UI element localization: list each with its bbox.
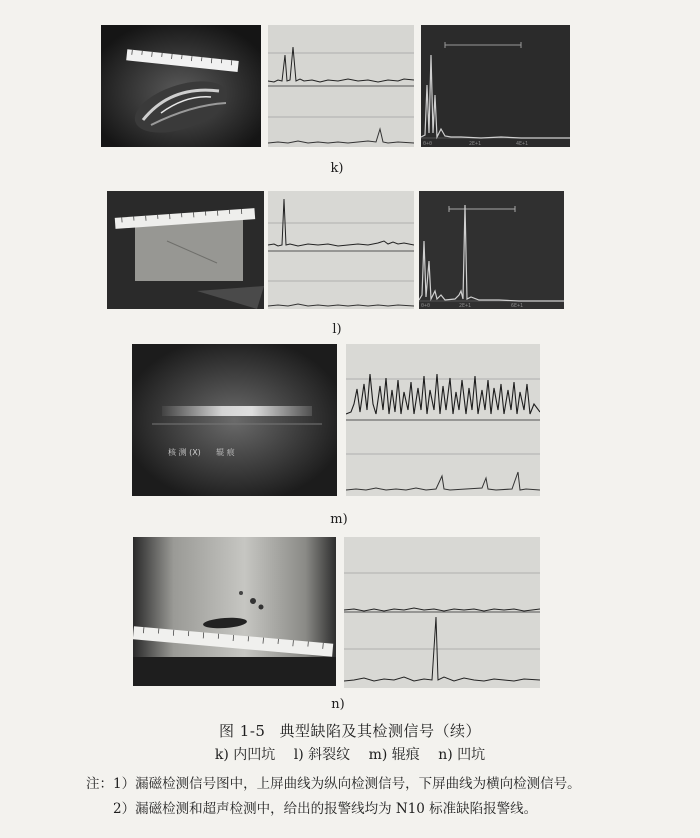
photo-k-inner-pit bbox=[101, 25, 261, 147]
panel-label-n: n) bbox=[331, 697, 345, 712]
svg-text:0+0: 0+0 bbox=[423, 141, 433, 147]
figure-title: 典型缺陷及其检测信号（续） bbox=[279, 722, 481, 740]
figure-subcaptions bbox=[0, 744, 700, 764]
panel-label-l: l) bbox=[332, 322, 342, 337]
subcaption-k: k) 内凹坑 bbox=[214, 747, 276, 763]
svg-text:2E+1: 2E+1 bbox=[469, 141, 482, 147]
spectrum-l-ut bbox=[419, 191, 564, 309]
note-1-text: 1）漏磁检测信号图中，上屏曲线为纵向检测信号，下屏曲线为横向检测信号。 bbox=[113, 776, 581, 792]
note-2 bbox=[113, 797, 537, 817]
svg-text:6E+1: 6E+1 bbox=[511, 303, 524, 309]
svg-text:0+0: 0+0 bbox=[421, 303, 431, 309]
figure-caption bbox=[0, 720, 700, 741]
subcaption-l: l) 斜裂纹 bbox=[293, 747, 351, 763]
trace-m-mfl bbox=[346, 344, 540, 496]
photo-l-oblique-crack bbox=[107, 191, 264, 309]
subcaption-m: m) 辊痕 bbox=[368, 747, 420, 763]
photo-m-roll-mark bbox=[132, 344, 337, 496]
note-prefix: 注： bbox=[86, 776, 113, 792]
panel-label-k: k) bbox=[330, 161, 344, 176]
panel-label-m: m) bbox=[330, 512, 348, 527]
subcaption-n: n) 凹坑 bbox=[438, 747, 486, 763]
svg-text:4E+1: 4E+1 bbox=[516, 141, 529, 147]
photo-n-pit bbox=[133, 537, 336, 686]
photo-m-handwritten-caption: 核 测 (X) 辊 痕 bbox=[168, 448, 235, 457]
svg-text:2E+1: 2E+1 bbox=[459, 303, 472, 309]
figure-number: 图 1-5 bbox=[219, 722, 266, 740]
trace-n-mfl bbox=[344, 537, 540, 688]
trace-l-mfl bbox=[268, 191, 414, 309]
note-2-text: 2）漏磁检测和超声检测中，给出的报警线均为 N10 标准缺陷报警线。 bbox=[113, 801, 538, 817]
note-1 bbox=[86, 772, 581, 792]
trace-k-mfl bbox=[268, 25, 414, 147]
spectrum-k-ut bbox=[421, 25, 570, 147]
